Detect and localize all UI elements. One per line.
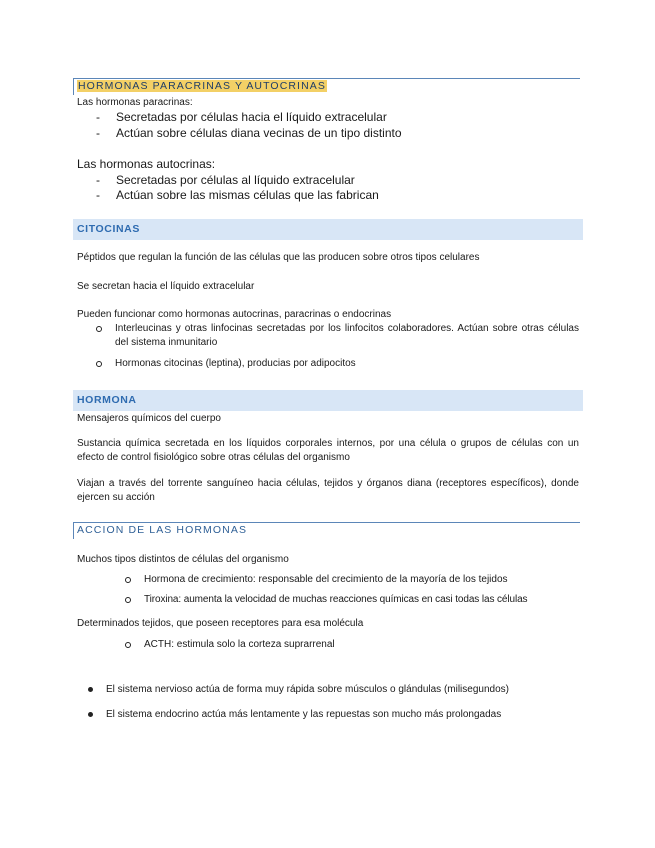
accion-intro-1: Muchos tipos distintos de células del organismo bbox=[77, 554, 289, 565]
heading-text: ACCION DE LAS HORMONAS bbox=[77, 524, 248, 536]
hormona-substance: Sustancia química secretada en los líquidos corporales internos, por una célula o grupos de células con un efecto de control fisiológico sobre otras células del organismo bbox=[77, 438, 579, 463]
intro-paracrinas: Las hormonas paracrinas: bbox=[77, 97, 193, 108]
accion-intro-2: Determinados tejidos, que poseen receptores para esa molécula bbox=[77, 618, 364, 629]
heading-text: CITOCINAS bbox=[77, 223, 140, 235]
heading-citocinas bbox=[73, 219, 583, 240]
bullet-icon bbox=[88, 687, 93, 692]
heading-accion-hormonas bbox=[73, 522, 580, 539]
circle-bullet-icon bbox=[125, 642, 131, 648]
circle-bullet-icon bbox=[125, 577, 131, 583]
circle-bullet-icon bbox=[96, 326, 102, 332]
heading-text: HORMONAS PARACRINAS Y AUTOCRINAS bbox=[78, 80, 326, 92]
hormona-transport: Viajan a través del torrente sanguíneo hacia células, tejidos y órganos diana (receptores específicos), donde ejercen su acción bbox=[77, 478, 579, 503]
citocinas-function: Pueden funcionar como hormonas autocrinas, paracrinas o endocrinas bbox=[77, 309, 392, 320]
heading-hormona bbox=[73, 390, 583, 411]
heading-text: HORMONA bbox=[77, 394, 137, 406]
citocinas-secretion: Se secretan hacia el líquido extracelular bbox=[77, 281, 255, 292]
citocinas-definition: Péptidos que regulan la función de las células que las producen sobre otros tipos celulares bbox=[77, 252, 480, 263]
intro-autocrinas: Las hormonas autocrinas: bbox=[77, 157, 216, 171]
heading-paracrinas-autocrinas bbox=[73, 78, 580, 95]
circle-bullet-icon bbox=[96, 361, 102, 367]
hormona-definition: Mensajeros químicos del cuerpo bbox=[77, 413, 221, 424]
document-page: HORMONAS PARACRINAS Y AUTOCRINAS Las hormonas paracrinas: - Secretadas por células hacia el líquido extracelular - Actúan sobre células diana vecinas de un tipo distinto Las hormonas autocrinas: - Secretadas por células al líquido extracelular - Actúan sobre las mismas células que las fabrican CITOCINAS Péptidos que regulan la función de las células que las producen sobre otros tipos celulares Se secretan hacia el líquido extracelular Pueden funcionar como hormonas autocrinas, paracrinas o endocrinas Interleucinas y otras linfocinas secretadas por los linfocitos colaboradores. Actúan sobre otras células del sistema inmunitario Hormonas citocinas (leptina), producias por adipocitos HORMONA Mensajeros químicos del cuerpo Sustancia química secretada en los líquidos corporales internos, por una célula o grupos de células con un efecto de control fisiológico sobre otras células del organismo Viajan a través del torrente sanguíneo hacia células, tejidos y órganos diana (receptores específicos), donde ejercen su acción ACCION DE LAS HORMONAS Muchos tipos distintos de células del organismo Hormona de crecimiento: responsable del crecimiento de la mayoría de los tejidos Tiroxina: aumenta la velocidad de muchas reacciones químicas en casi todas las células Determinados tejidos, que poseen receptores para esa molécula ACTH: estimula solo la corteza suprarrenal El sistema nervioso actúa de forma muy rápida sobre músculos o glándulas (milisegundos) El sistema endocrino actúa más lentamente y las repuestas son mucho más prolongadas bbox=[0, 0, 655, 848]
circle-bullet-icon bbox=[125, 597, 131, 603]
bullet-icon bbox=[88, 712, 93, 717]
